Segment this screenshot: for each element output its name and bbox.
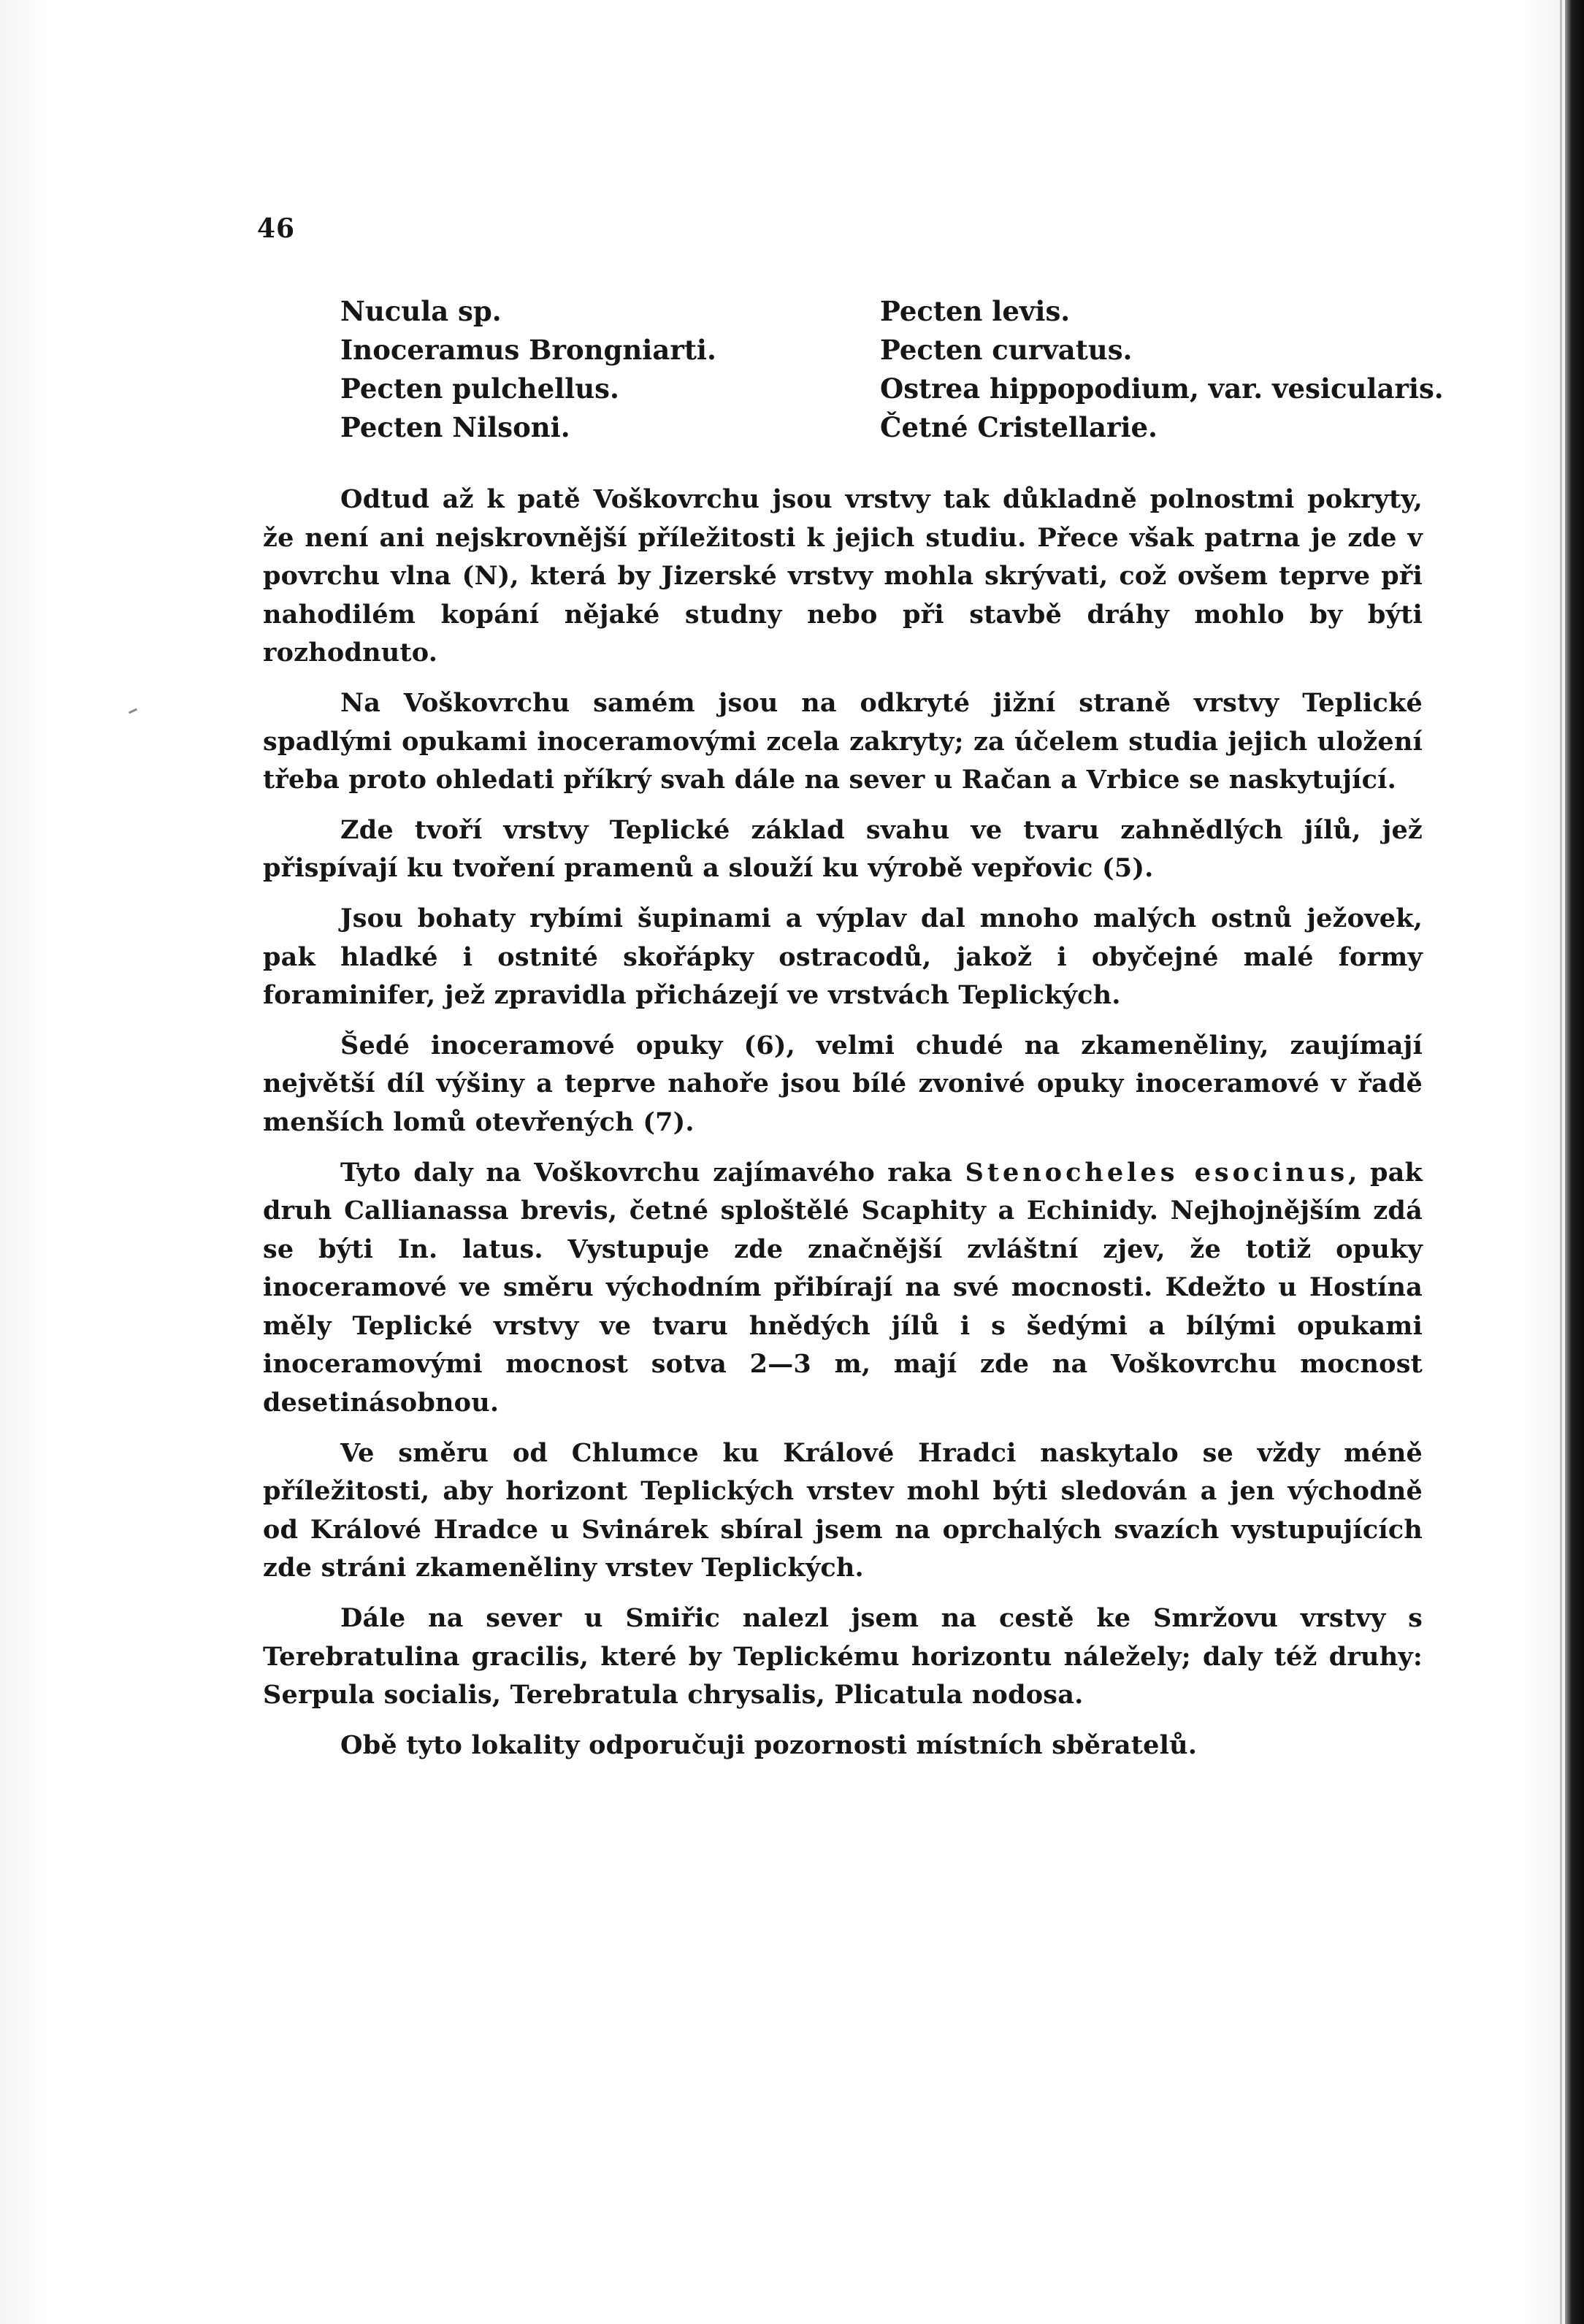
paragraph: Šedé inoceramové opuky (6), velmi chudé na zkameněliny, zaujímají největší díl výšiny a teprve nahoře jsou bílé zvonivé opuky inoceramové v řadě menších lomů otevřených (7). bbox=[263, 1030, 1423, 1137]
scan-speck bbox=[129, 708, 137, 714]
paragraph-text: Tyto daly na Voškovrchu zajímavého raka bbox=[340, 1157, 965, 1188]
paragraph: Obě tyto lokality odporučuji pozornosti místních sběratelů. bbox=[340, 1729, 1198, 1760]
species-item: Ostrea hippopodium, var. vesicularis. bbox=[880, 372, 1444, 405]
page-number: 46 bbox=[257, 213, 296, 244]
species-item: Pecten Nilsoni. bbox=[340, 411, 570, 443]
paragraph: Dále na sever u Smiřic nalezl jsem na cestě ke Smržovu vrstvy s Terebratulina gracilis, které by Teplickému horizontu náležely; daly též druhy: Serpula socialis, Terebratula chrysalis, Plicatula nodosa. bbox=[263, 1603, 1423, 1710]
paragraph: Zde tvoří vrstvy Teplické základ svahu ve tvaru zahnědlých jílů, jež přispívají ku tvoření pramenů a slouží ku výrobě vepřovic (5). bbox=[263, 814, 1423, 884]
species-list-left bbox=[340, 292, 716, 447]
species-name-spaced: Stenocheles esocinus bbox=[965, 1157, 1349, 1188]
paragraph: Ve směru od Chlumce ku Králové Hradci naskytalo se vždy méně příležitosti, aby horizont Teplických vrstev mohl býti sledován a jen východně od Králové Hradce u Svinárek sbíral jsem na oprchalých svazích vystupujících zde stráni zkameněliny vrstev Teplických. bbox=[263, 1437, 1423, 1583]
species-item: Pecten curvatus. bbox=[880, 334, 1133, 366]
species-item: Četné Cristellarie. bbox=[880, 411, 1158, 443]
species-item: Inoceramus Brongniarti. bbox=[340, 334, 716, 366]
paragraph bbox=[263, 1154, 1423, 1423]
body-text bbox=[263, 481, 1423, 1776]
paragraph-text: , pak druh Callianassa brevis, četné sploštělé Scaphity a Echinidy. Nejhojnějším zdá se býti In. latus. Vystupuje zde značnější zvláštní zjev, že totiž opuky inoceramové ve směru východním přibírají na své mocnosti. Kdežto u Hostína měly Teplické vrstvy ve tvaru hnědých jílů i s šedými a bílými opukami inoceramovými mocnost sotva 2—3 m, mají zde na Voškovrchu mocnost desetinásobnou. bbox=[263, 1157, 1423, 1418]
species-list-right bbox=[880, 292, 1444, 447]
paragraph: Odtud až k patě Voškovrchu jsou vrstvy tak důkladně polnostmi pokryty, že není ani nejskrovnější příležitosti k jejich studiu. Přece však patrna je zde v povrchu vlna (N), která by Jizerské vrstvy mohla skrývati, což ovšem teprve při nahodilém kopání nějaké studny nebo při stavbě dráhy mohlo by býti rozhodnuto. bbox=[263, 484, 1423, 668]
paragraph: Na Voškovrchu samém jsou na odkryté jižní straně vrstvy Teplické spadlými opukami inoceramovými zcela zakryty; za účelem studia jejich uložení třeba proto ohledati příkrý svah dále na sever u Račan a Vrbice se naskytující. bbox=[263, 687, 1423, 795]
species-item: Pecten pulchellus. bbox=[340, 372, 619, 405]
species-item: Nucula sp. bbox=[340, 295, 502, 327]
scan-edge-line bbox=[1560, 0, 1562, 2324]
species-item: Pecten levis. bbox=[880, 295, 1071, 327]
paragraph: Jsou bohaty rybími šupinami a výplav dal mnoho malých ostnů ježovek, pak hladké i ostnité skořápky ostracodů, jakož i obyčejné malé formy foraminifer, jež zpravidla přicházejí ve vrstvách Teplických. bbox=[263, 903, 1423, 1011]
scan-edge-shadow bbox=[1565, 0, 1584, 2324]
